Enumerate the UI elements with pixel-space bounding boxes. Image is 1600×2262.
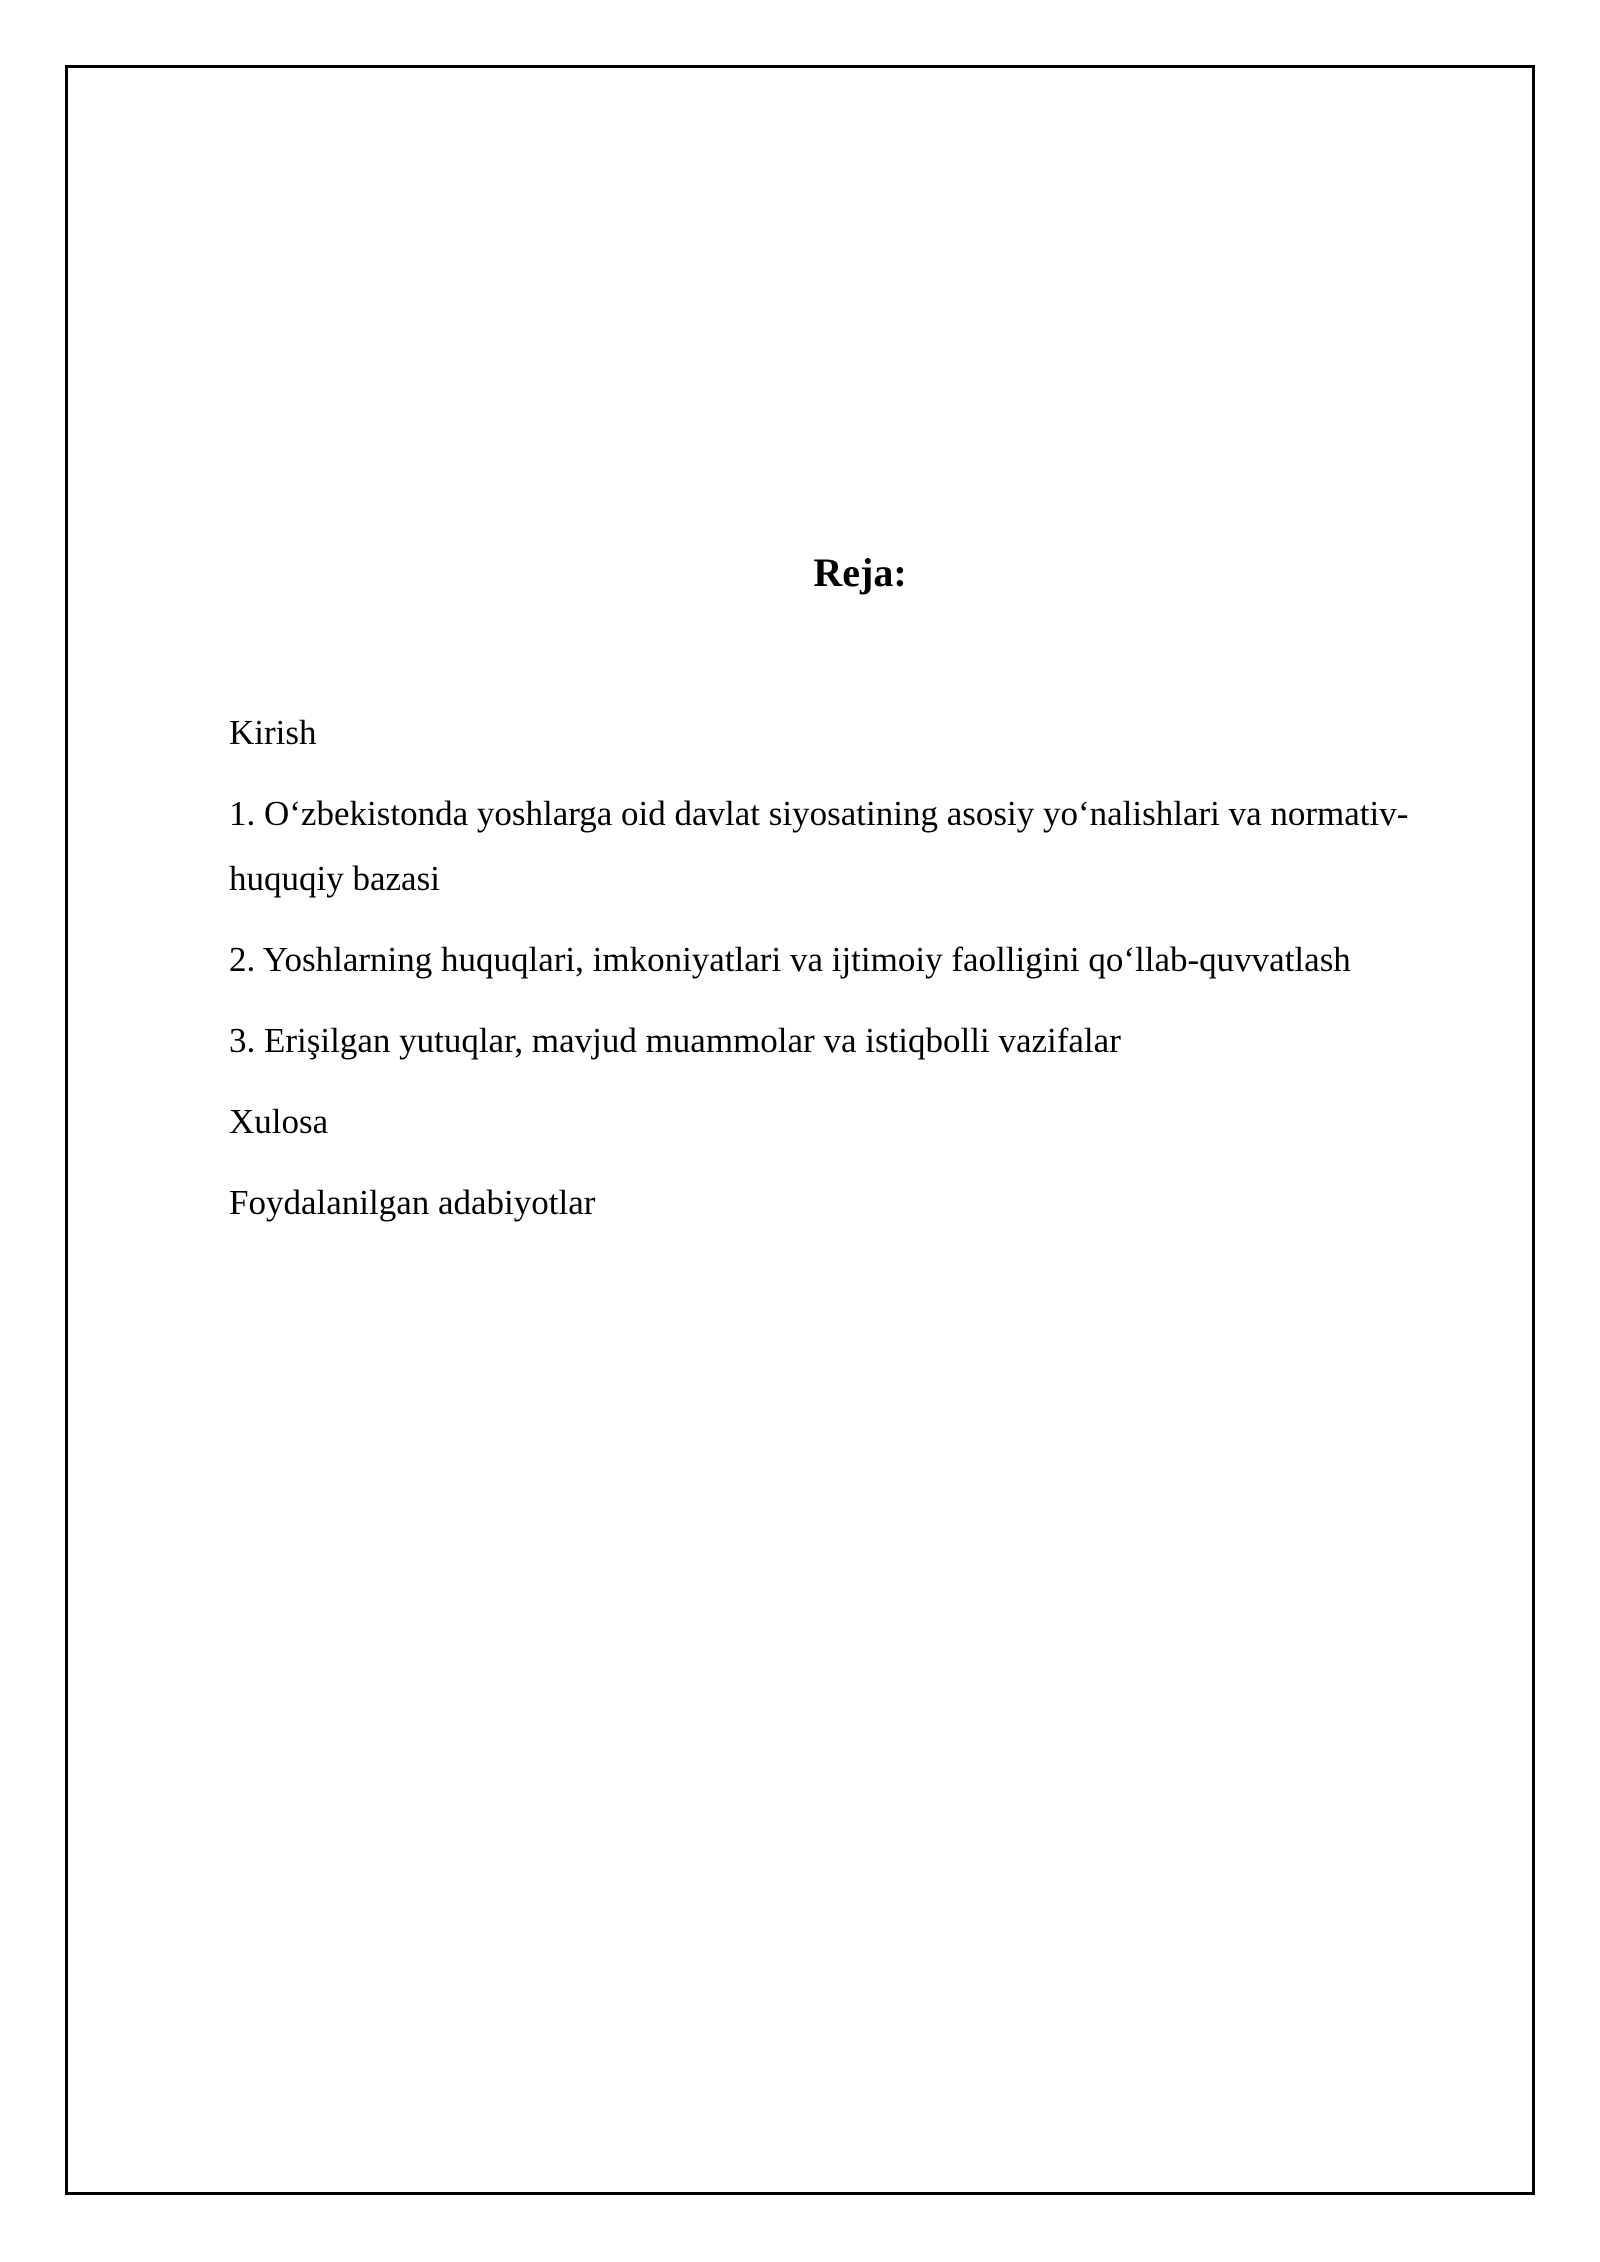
plan-item-conclusion: Xulosa [229,1102,329,1141]
plan-item-1: 1. O‘zbekistonda yoshlarga oid davlat siyosatining asosiy yo‘nalishlari va normativ-huquqiy bazasi [229,794,1409,898]
plan-item-introduction: Kirish [229,713,317,752]
plan-item-references: Foydalanilgan adabiyotlar [229,1183,596,1222]
plan-list [229,700,1489,1251]
plan-item-2: 2. Yoshlarning huquqlari, imkoniyatlari va ijtimoiy faolligini qo‘llab-quvvatlash [229,940,1351,979]
page-title: Reja: [813,550,907,595]
plan-item-3: 3. Erişilgan yutuqlar, mavjud muammolar va istiqbolli vazifalar [229,1021,1121,1060]
